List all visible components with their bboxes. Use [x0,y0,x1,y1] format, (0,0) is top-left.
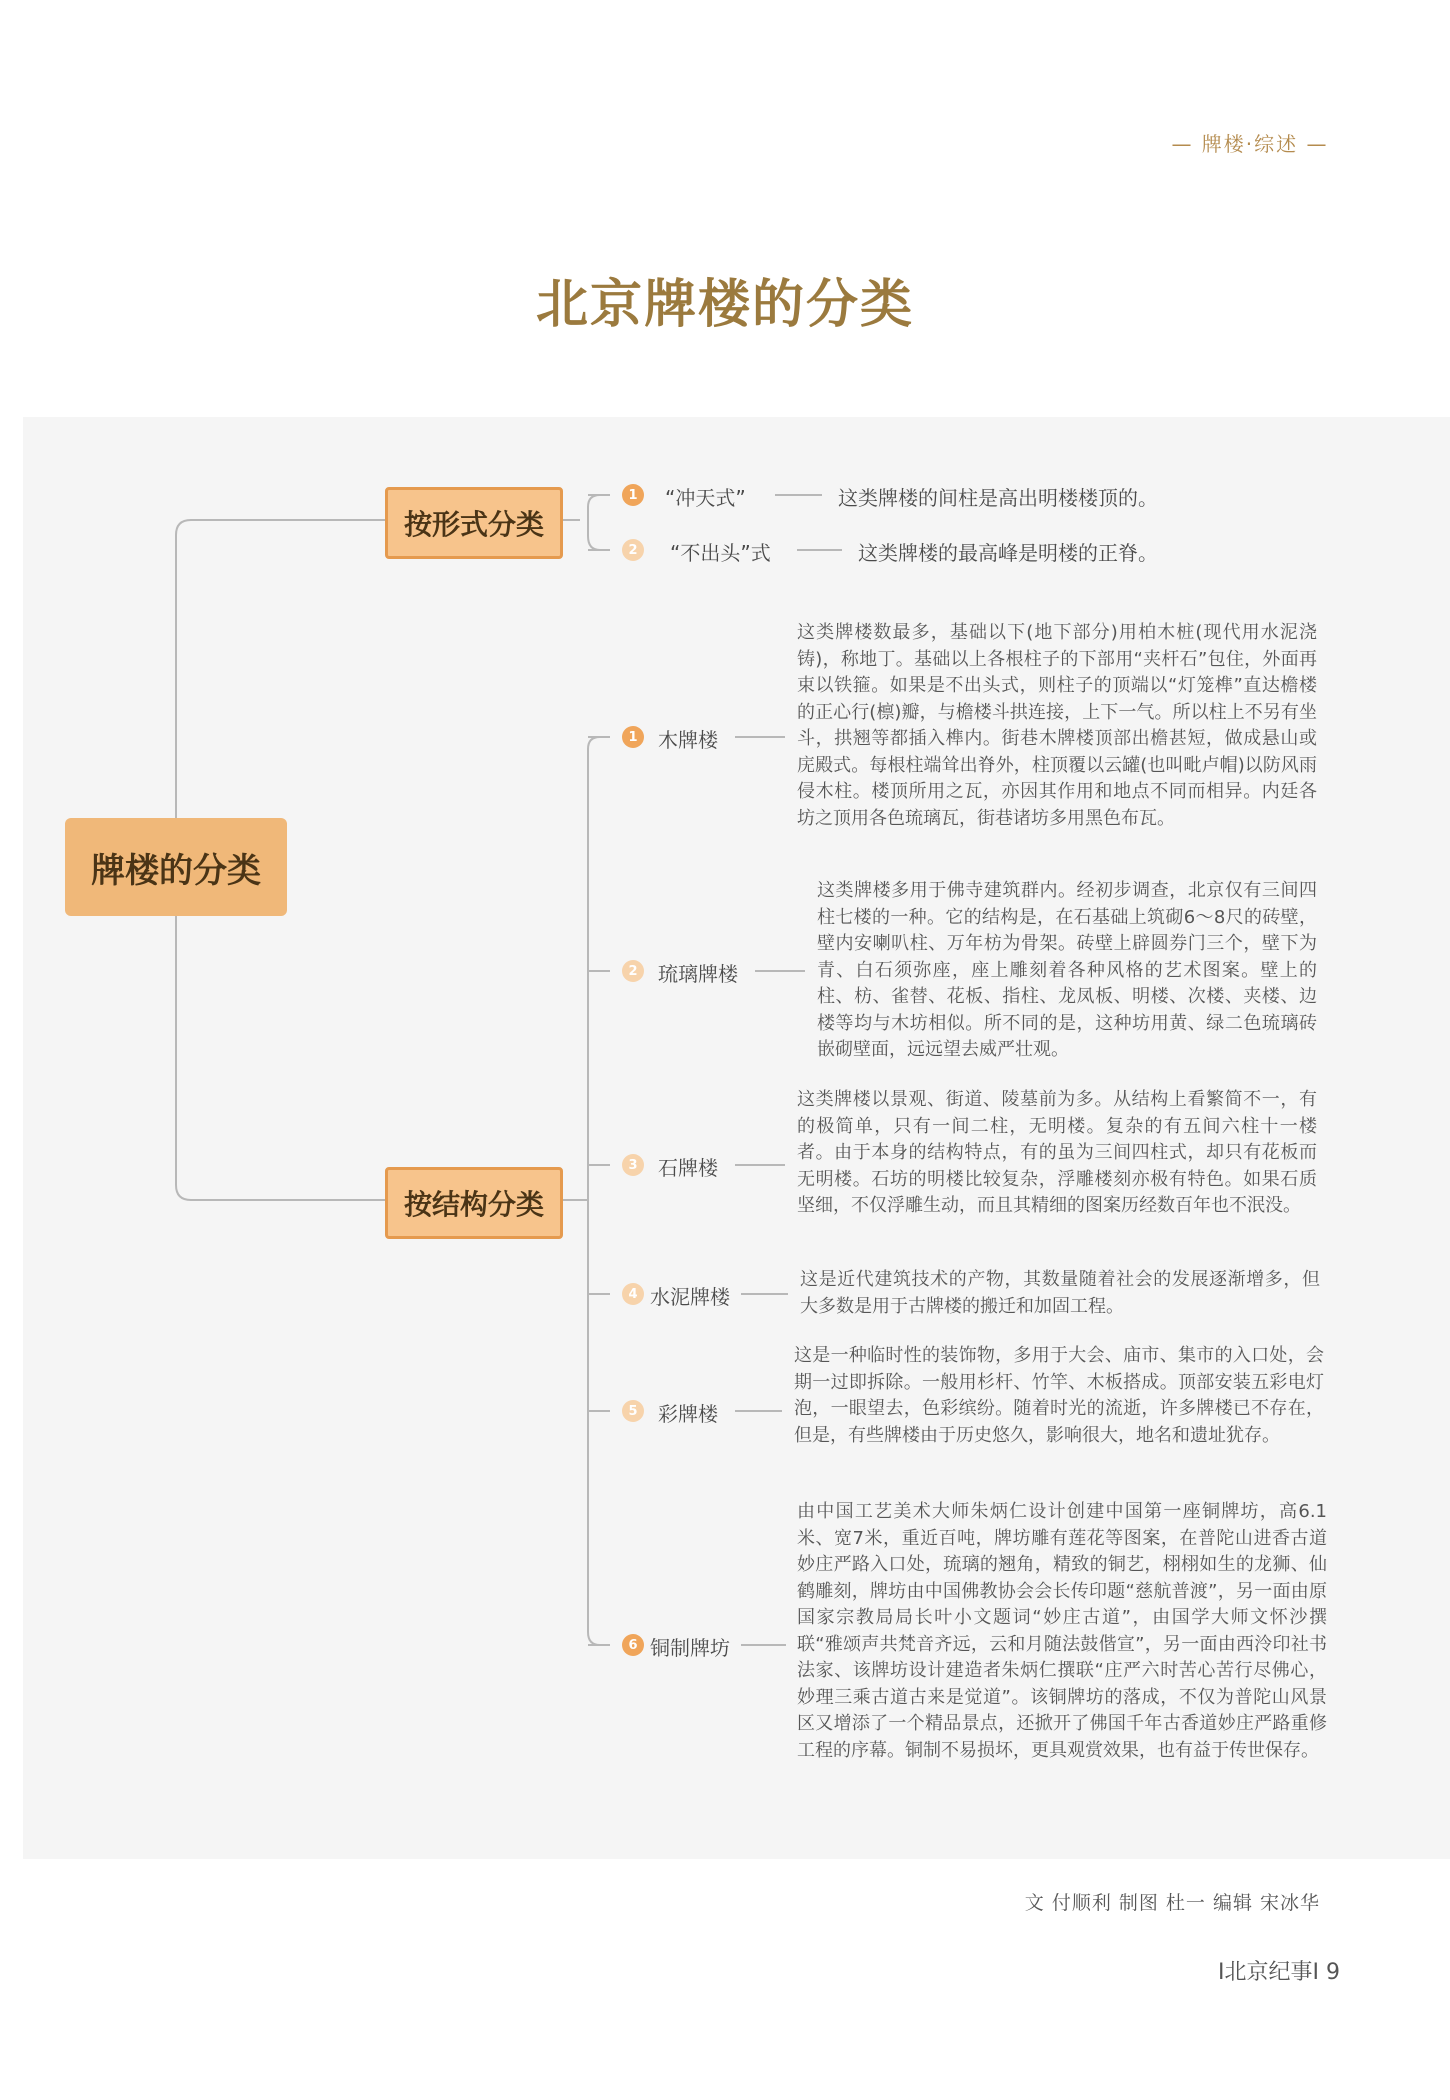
category-form-node: 按形式分类 [385,487,563,559]
structure-item-desc: 这类牌楼数最多，基础以下(地下部分)用柏木桩(现代用水泥浇铸)，称地丁。基础以上各根柱子的下部用“夹杆石”包住，外面再束以铁箍。如果是不出头式，则柱子的顶端以“灯笼榫”直达檐楼的正心行(檩)瓣，与檐楼斗拱连接，上下一气。所以柱上不另有坐斗，拱翘等都插入榫内。街巷木牌楼顶部出檐甚短，做成悬山或庑殿式。每根柱端耸出脊外，柱顶覆以云罐(也叫毗卢帽)以防风雨侵木柱。楼顶所用之瓦，亦因其作用和地点不同而相异。内廷各坊之顶用各色琉璃瓦，街巷诸坊多用黑色布瓦。 [797,622,1317,829]
root-branch-line [176,520,385,818]
marker-3-icon: 3 [622,1154,644,1176]
structure-item-desc: 由中国工艺美术大师朱炳仁设计创建中国第一座铜牌坊，高6.1米、宽7米，重近百吨，牌坊雕有莲花等图案，在普陀山进香古道妙庄严路入口处，琉璃的翘角，精致的铜艺，栩栩如生的龙狮、仙鹤雕刻，牌坊由中国佛教协会会长传印题“慈航普渡”，另一面由原国家宗教局局长叶小文题词“妙庄古道”，由国学大师文怀沙撰联“雅颂声共梵音齐远，云和月随法鼓偕宣”，另一面由西泠印社书法家、该牌坊设计建造者朱炳仁撰联“庄严六时苦心苦行尽佛心，妙理三乘古道古来是觉道”。该铜牌坊的落成，不仅为普陀山风景区又增添了一个精品景点，还掀开了佛国千年古香道妙庄严路重修工程的序幕。铜制不易损坏，更具观赏效果，也有益于传世保存。 [797,1501,1327,1761]
structure-item-label: 铜制牌坊 [650,1636,730,1660]
marker-2-icon: 2 [622,960,644,982]
structure-item-desc: 这是近代建筑技术的产物，其数量随着社会的发展逐渐增多，但大多数是用于古牌楼的搬迁和加固工程。 [800,1269,1320,1317]
structure-trunk-line [588,737,600,1645]
structure-item-label: 石牌楼 [658,1156,718,1180]
marker-2-icon: 2 [622,539,644,561]
structure-item-label: 水泥牌楼 [650,1285,730,1309]
structure-item-desc: 这是一种临时性的装饰物，多用于大会、庙市、集市的入口处，会期一过即拆除。一般用杉杆、竹竿、木板搭成。顶部安装五彩电灯泡，一眼望去，色彩缤纷。随着时光的流逝，许多牌楼已不存在，但是，有些牌楼由于历史悠久，影响很大，地名和遗址犹存。 [794,1345,1324,1446]
form-item-desc: 这类牌楼的最高峰是明楼的正脊。 [858,541,1158,565]
structure-item-label: 琉璃牌楼 [658,962,738,986]
form-bracket-line [588,495,600,550]
form-item-desc: 这类牌楼的间柱是高出明楼楼顶的。 [838,486,1158,510]
structure-item-desc: 这类牌楼以景观、街道、陵墓前为多。从结构上看繁简不一，有的极简单，只有一间二柱，无明楼。复杂的有五间六柱十一楼者。由于本身的结构特点，有的虽为三间四柱式，却只有花板而无明楼。石坊的明楼比较复杂，浮雕楼刻亦极有特色。如果石质坚细，不仅浮雕生动，而且其精细的图案历经数百年也不泯没。 [797,1089,1317,1216]
root-node: 牌楼的分类 [65,818,287,916]
credits: 文 付顺利 制图 杜一 编辑 宋冰华 [1024,1892,1320,1914]
marker-1-icon: 1 [622,726,644,748]
marker-4-icon: 4 [622,1283,644,1305]
section-tag: — 牌楼·综述 — [1171,132,1329,156]
root-branch-line [176,916,385,1200]
structure-item-label: 彩牌楼 [658,1402,718,1426]
marker-1-icon: 1 [622,484,644,506]
form-item-label: “冲天式” [665,486,746,510]
marker-5-icon: 5 [622,1400,644,1422]
form-item-label: “不出头”式 [670,541,771,565]
structure-item-label: 木牌楼 [658,728,718,752]
category-structure-node: 按结构分类 [385,1167,563,1239]
page-title: 北京牌楼的分类 [535,275,914,335]
structure-item-desc: 这类牌楼多用于佛寺建筑群内。经初步调查，北京仅有三间四柱七楼的一种。它的结构是，在石基础上筑砌6～8尺的砖壁，壁内安喇叭柱、万年枋为骨架。砖壁上辟圆券门三个，壁下为青、白石须弥座，座上雕刻着各种风格的艺术图案。壁上的柱、枋、雀替、花板、指柱、龙凤板、明楼、次楼、夹楼、边楼等均与木坊相似。所不同的是，这种坊用黄、绿二色琉璃砖嵌砌壁面，远远望去威严壮观。 [817,880,1317,1060]
marker-6-icon: 6 [622,1634,644,1656]
page-footer: I北京纪事I 9 [1218,1960,1340,1985]
